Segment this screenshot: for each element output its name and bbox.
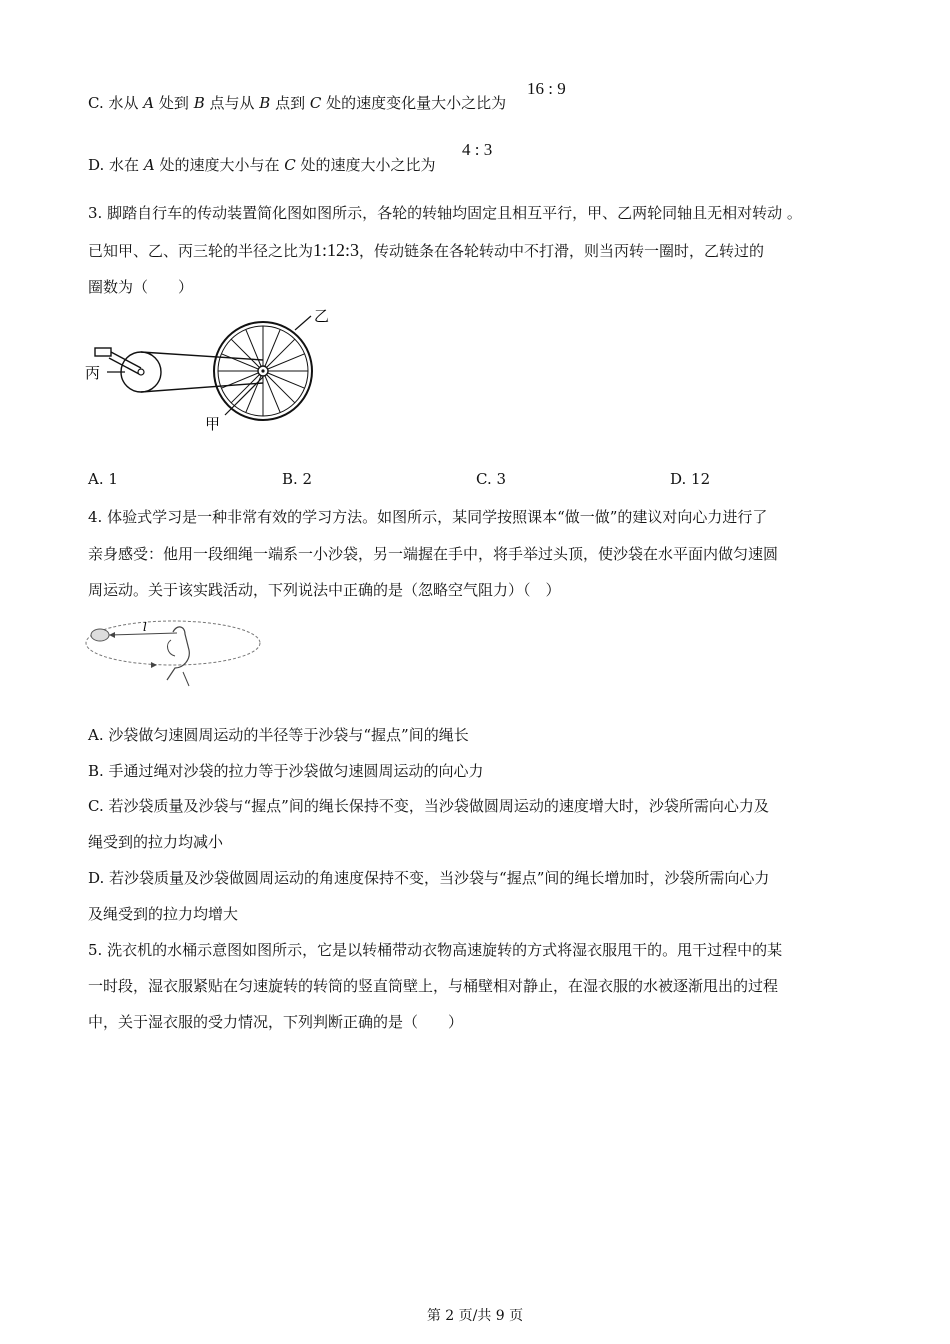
q2-c-ratio: 16 : 9 (527, 79, 566, 98)
q2-option-c: C. 水从 A 处到 B 点与从 B 点到 C 处的速度变化量大小之比为 (88, 94, 507, 112)
q3-stem-line3: 圈数为（ ） (88, 278, 194, 296)
page-footer: 第 2 页/共 9 页 (426, 1308, 524, 1324)
q5-stem-line2: 一时段，湿衣服紧贴在匀速旋转的转筒的竖直筒壁上，与桶壁相对静止，在湿衣服的水被逐渐甩出的过程 (88, 977, 779, 995)
q3-option-d: D. 12 (670, 470, 711, 488)
q4-option-c-line2: 绳受到的拉力均减小 (88, 833, 224, 851)
q4-option-d-line1: D. 若沙袋质量及沙袋做圆周运动的角速度保持不变，当沙袋与“握点”间的绳长增加时，沙袋所需向心力 (88, 869, 770, 887)
wheel-spoke (231, 371, 263, 403)
q3-option-a: A. 1 (88, 470, 118, 488)
q3-option-b: B. 2 (282, 470, 313, 488)
q4-option-d-line2: 及绳受到的拉力均增大 (88, 905, 239, 923)
q2-option-d: D. 水在 A 处的速度大小与在 C 处的速度大小之比为 (88, 156, 436, 174)
q4-stem-line3: 周运动。关于该实践活动，下列说法中正确的是（忽略空气阻力）（ ） (88, 581, 561, 599)
q4-stem-line2: 亲身感受：他用一段细绳一端系一小沙袋，另一端握在手中，将手举过头顶，使沙袋在水平面内做匀速圆 (88, 545, 779, 563)
label-bing: 丙 (85, 364, 101, 382)
bicycle-drive-figure (85, 305, 345, 435)
q5-stem-line3: 中，关于湿衣服的受力情况，下列判断正确的是（ ） (88, 1013, 464, 1031)
q3-stem-line1: 3. 脚踏自行车的传动装置简化图如图所示，各轮的转轴均固定且相互平行，甲、乙两轮同轴且无相对转动 。 (88, 204, 802, 222)
q3-option-c: C. 3 (476, 470, 507, 488)
q3-stem-line2: 已知甲、乙、丙三轮的半径之比为1:12:3，传动链条在各轮转动中不打滑，则当丙转一圈时，乙转过的 (88, 240, 765, 260)
q4-option-c-line1: C. 若沙袋质量及沙袋与“握点”间的绳长保持不变，当沙袋做圆周运动的速度增大时，沙袋所需向心力及 (88, 797, 769, 815)
q2-d-ratio: 4 : 3 (462, 140, 493, 159)
wheel-spoke (263, 371, 295, 403)
length-label: l (143, 620, 147, 634)
sandbag-figure (85, 610, 265, 690)
wheel-spoke (231, 339, 263, 371)
q4-option-b: B. 手通过绳对沙袋的拉力等于沙袋做匀速圆周运动的向心力 (88, 762, 484, 780)
label-yi: 乙 (314, 307, 330, 325)
label-jia: 甲 (205, 415, 221, 433)
wheel-spoke (263, 339, 295, 371)
q5-stem-line1: 5. 洗衣机的水桶示意图如图所示，它是以转桶带动衣物高速旋转的方式将湿衣服甩干的。甩干过程中的某 (88, 941, 783, 959)
q4-option-a: A. 沙袋做匀速圆周运动的半径等于沙袋与“握点”间的绳长 (88, 726, 469, 744)
q4-stem-line1: 4. 体验式学习是一种非常有效的学习方法。如图所示，某同学按照课本“做一做”的建议对向心力进行了 (88, 508, 768, 526)
